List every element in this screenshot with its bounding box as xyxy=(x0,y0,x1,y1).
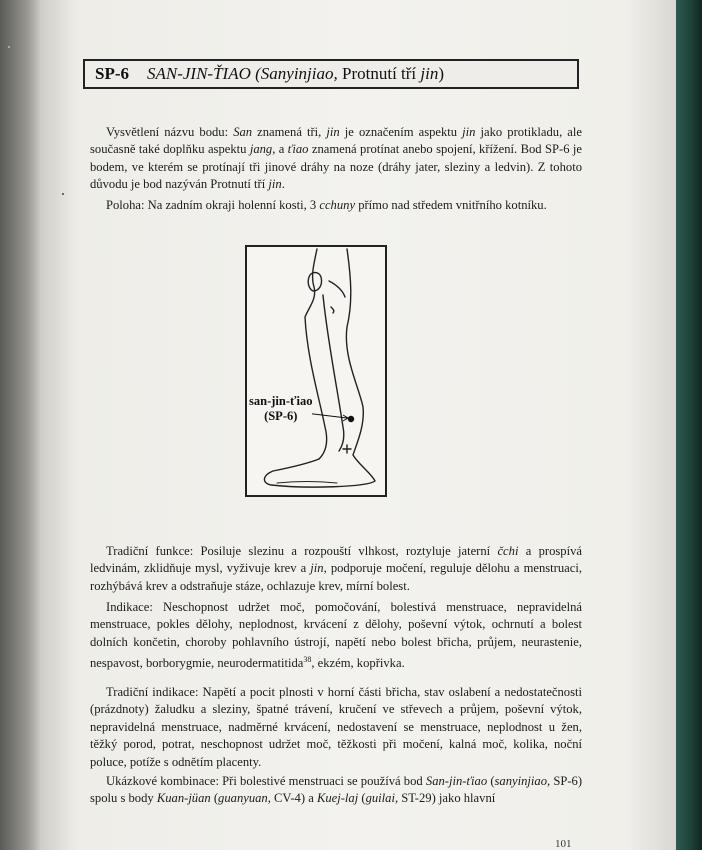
point-title xyxy=(147,64,444,84)
point-code: SP-6 xyxy=(95,64,129,83)
title-close: ) xyxy=(438,64,445,83)
indications: Indikace: Neschopnost udržet moč, pomočování, bolestivá menstruace, nepravidelná menstruace, pokles dělohy, neplodnost, krvácení z dělohy, poševní výtok, ochrnutí a bolest dolních končetin, choroby pohlavního ústrojí, napětí nebo bolest břicha, průjem, neurastenie, nespavost, borborygmie, neurodermatitida$^{38}$, ekzém, kopřivka. xyxy=(90,600,582,671)
example-combinations: Ukázkové kombinace: Při bolestivé menstruaci se používá bod San-jin-ťiao (sanyinjiao, SP-6) spolu s body Kuan-jüan (guanyuan, CV-4) a Kuej-laj (guilai, ST-29) jako hlavní xyxy=(90,774,583,806)
page-number: 101 xyxy=(555,838,572,850)
book-cover-edge xyxy=(676,0,702,850)
title-rest: Protnutí tří xyxy=(337,64,421,83)
traditional-indications: Tradiční indikace: Napětí a pocit plnosti v horní části břicha, stav oslabení a nedostatečnosti (prázdnoty) žaludku a sleziny, špatné trávení, kručení ve střevech a průjem, poševní výtok, nepravidelná menstruace, nadměrné krvácení, nedostavení se menstruace, neplodnost u žen, těžký porod, potrat, neschopnost udržet moč, těžkosti při močení, kalná moč, kolika, noční poluce, potíže s odnětím placenty. xyxy=(90,685,582,769)
sp6-point-marker xyxy=(348,416,354,422)
figure-label-name: san-jin-ťiao xyxy=(249,394,313,408)
point-header xyxy=(83,59,579,89)
ankle-mark xyxy=(343,445,351,453)
paper-speck xyxy=(62,193,64,195)
figure-label-code: (SP-6) xyxy=(264,409,298,423)
paper-speck xyxy=(8,46,10,48)
title-paren: (Sanyinjiao, xyxy=(255,64,338,83)
traditional-functions: Tradiční funkce: Posiluje slezinu a rozpouští vlhkost, roztyluje jaterní čchi a prospívá ledvinám, zklidňuje mysl, vyživuje krev a jin, podporuje močení, reguluje dělohu a menstruaci, rozhýbává krev a odstraňuje stáze, ochlazuje krev, mírní bolest. xyxy=(90,544,582,593)
leg-back-outline xyxy=(264,249,375,487)
tibia-line xyxy=(323,295,344,451)
book-gutter xyxy=(0,0,40,850)
leg-drawing xyxy=(247,247,385,495)
title-main: SAN-JIN-ŤIAO xyxy=(147,64,251,83)
location-paragraph: Poloha: Na zadním okraji holenní kosti, 3 cchuny přímo nad středem vnitřního kotníku. xyxy=(106,198,547,212)
name-explanation: Vysvětlení názvu bodu: San znamená tři, jin je označením aspektu jin jako protikladu, ale současně také doplňku aspektu jang, a ťiao znamená protínat anebo spojení, křížení. Bod SP-6 je bodem, ve kterém se protínají tři jinové dráhy na noze (dráhy jater, sleziny a ledvin). Z tohoto důvodu je bod nazýván Protnutí tří jin. xyxy=(90,125,582,192)
leg-illustration xyxy=(245,245,387,497)
title-jin: jin xyxy=(420,64,439,83)
figure-label xyxy=(249,394,312,424)
